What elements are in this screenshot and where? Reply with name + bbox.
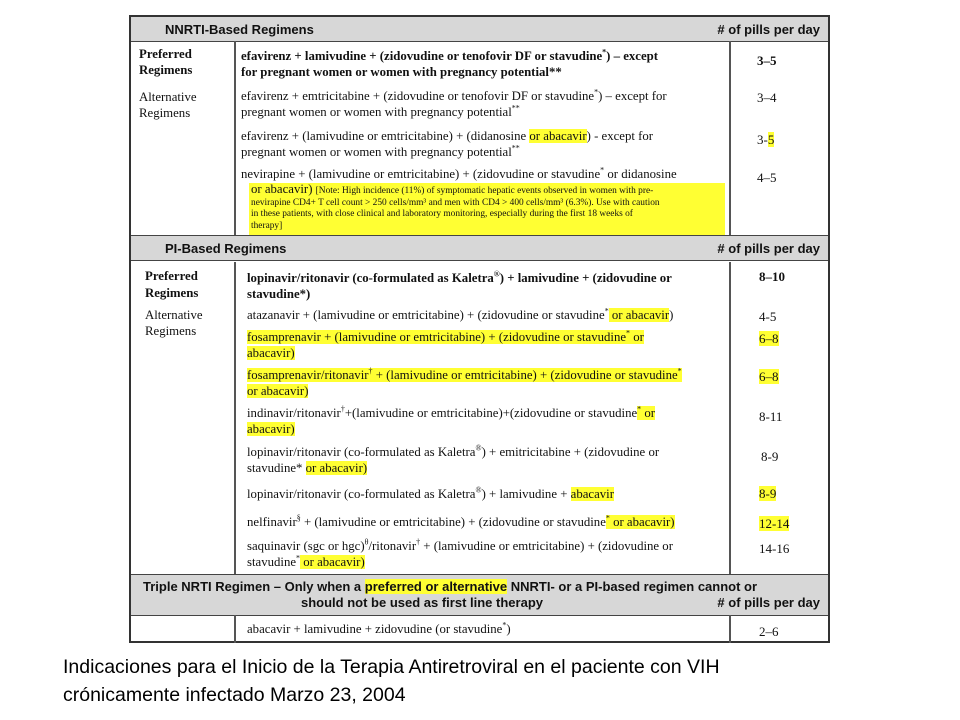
divider (234, 41, 236, 235)
regimen-row: lopinavir/ritonavir (co-formulated as Kaletra®) + lamivudine + abacavir (247, 485, 614, 501)
divider (729, 615, 731, 643)
alternative-label: Alternative (139, 90, 197, 104)
pill-count: 8-9 (761, 449, 779, 464)
pill-count: 3–4 (757, 90, 777, 105)
pi-pills-header: # of pills per day (717, 241, 820, 256)
pi-header (131, 235, 828, 261)
regimen-row-cont: or abacavir) [Note: High incidence (11%) of symptomatic hepatic events observed in women with pre- (251, 182, 654, 196)
regimen-row: atazanavir + (lamivudine or emtricitabine) + (zidovudine or stavudine* or abacavir) (247, 306, 674, 322)
nnrti-header (131, 17, 828, 42)
nnrti-header-label: NNRTI-Based Regimens (165, 22, 314, 37)
divider (234, 615, 236, 643)
pill-count: 6–8 (759, 331, 779, 346)
regimen-row-cont: or abacavir) (247, 384, 309, 398)
regimen-row: indinavir/ritonavir†+(lamivudine or emtricitabine)+(zidovudine or stavudine* or (247, 404, 656, 420)
divider (729, 262, 731, 574)
alternative-label: Regimens (139, 106, 191, 120)
regimen-row: efavirenz + lamivudine + (zidovudine or tenofovir DF or stavudine*) – except (241, 47, 659, 63)
triple-nrti-header: Triple NRTI Regimen – Only when a preferred or alternative NNRTI- or a PI-based regimen cannot or should not be used as first line therapy # of pills per day (131, 574, 828, 616)
pill-count: 2–6 (759, 624, 779, 639)
regimen-row-cont: abacavir) (247, 346, 295, 360)
pill-count: 12-14 (759, 516, 790, 531)
pill-count: 8-9 (759, 486, 777, 501)
triple-pills-header: # of pills per day (717, 595, 820, 610)
regimen-row-cont: stavudine* or abacavir) (247, 553, 365, 569)
regimen-row-cont: pregnant women or women with pregnancy potential** (241, 143, 520, 159)
pill-count: 3-5 (757, 132, 775, 147)
pill-count: 4–5 (757, 170, 777, 185)
regimen-row: fosamprenavir + (lamivudine or emtricitabine) + (zidovudine or stavudine* or (247, 328, 644, 344)
regimen-row: efavirenz + (lamivudine or emtricitabine) + (didanosine or abacavir) - except for (241, 129, 654, 143)
note-text: nevirapine CD4+ T cell count > 250 cells/mm³ and men with CD4 > 400 cells/mm³ (6.3%). Use with caution (251, 198, 660, 208)
preferred-label: Preferred (139, 47, 192, 61)
preferred-label: Preferred (145, 269, 198, 283)
regimen-row: lopinavir/ritonavir (co-formulated as Kaletra®) + emitricitabine + (zidovudine or (247, 443, 660, 459)
divider (234, 262, 236, 574)
regimen-row-cont: abacavir) (247, 422, 295, 436)
regimen-row-cont: stavudine* or abacavir) (247, 461, 368, 475)
divider (729, 41, 731, 235)
pill-count: 6–8 (759, 369, 779, 384)
triple-header-line2: should not be used as first line therapy (301, 595, 543, 610)
preferred-label: Regimens (139, 63, 193, 77)
regimen-row: lopinavir/ritonavir (co-formulated as Kaletra®) + lamivudine + (zidovudine or (247, 269, 672, 285)
regimen-row-cont: stavudine*) (247, 287, 311, 301)
note-text: therapy] (251, 221, 283, 231)
caption-line-2: crónicamente infectado Marzo 23, 2004 (63, 684, 406, 706)
regimen-row-cont: pregnant women or women with pregnancy potential** (241, 103, 520, 119)
caption-line-1: Indicaciones para el Inicio de la Terapia Antiretroviral en el paciente con VIH (63, 656, 720, 678)
regimen-table (129, 15, 830, 643)
pill-count: 8-11 (759, 409, 783, 424)
note-text: in these patients, with close clinical and laboratory monitoring, especially during the first 18 weeks of (251, 209, 633, 219)
pill-count: 3–5 (757, 53, 777, 68)
pill-count: 8–10 (759, 269, 785, 284)
nnrti-pills-header: # of pills per day (717, 22, 820, 37)
regimen-row: nevirapine + (lamivudine or emtricitabine) + (zidovudine or stavudine* or didanosine (241, 165, 677, 181)
regimen-row-cont: for pregnant women or women with pregnancy potential** (241, 65, 562, 79)
regimen-row: fosamprenavir/ritonavir† + (lamivudine or emtricitabine) + (zidovudine or stavudine* (247, 366, 682, 382)
regimen-row: efavirenz + emtricitabine + (zidovudine or tenofovir DF or stavudine*) – except for (241, 87, 667, 103)
pill-count: 4-5 (759, 309, 777, 324)
pill-count: 14-16 (759, 541, 790, 556)
alternative-label: Regimens (145, 324, 197, 338)
pi-header-label: PI-Based Regimens (165, 241, 287, 256)
preferred-label: Regimens (145, 286, 199, 300)
regimen-row: nelfinavir§ + (lamivudine or emtricitabine) + (zidovudine or stavudine* or abacavir) (247, 513, 675, 529)
regimen-row: abacavir + lamivudine + zidovudine (or stavudine*) (247, 620, 511, 636)
regimen-row: saquinavir (sgc or hgc)$^\theta$/ritonavir† + (lamivudine or emtricitabine) + (zidovudine or (247, 537, 673, 553)
alternative-label: Alternative (145, 308, 203, 322)
